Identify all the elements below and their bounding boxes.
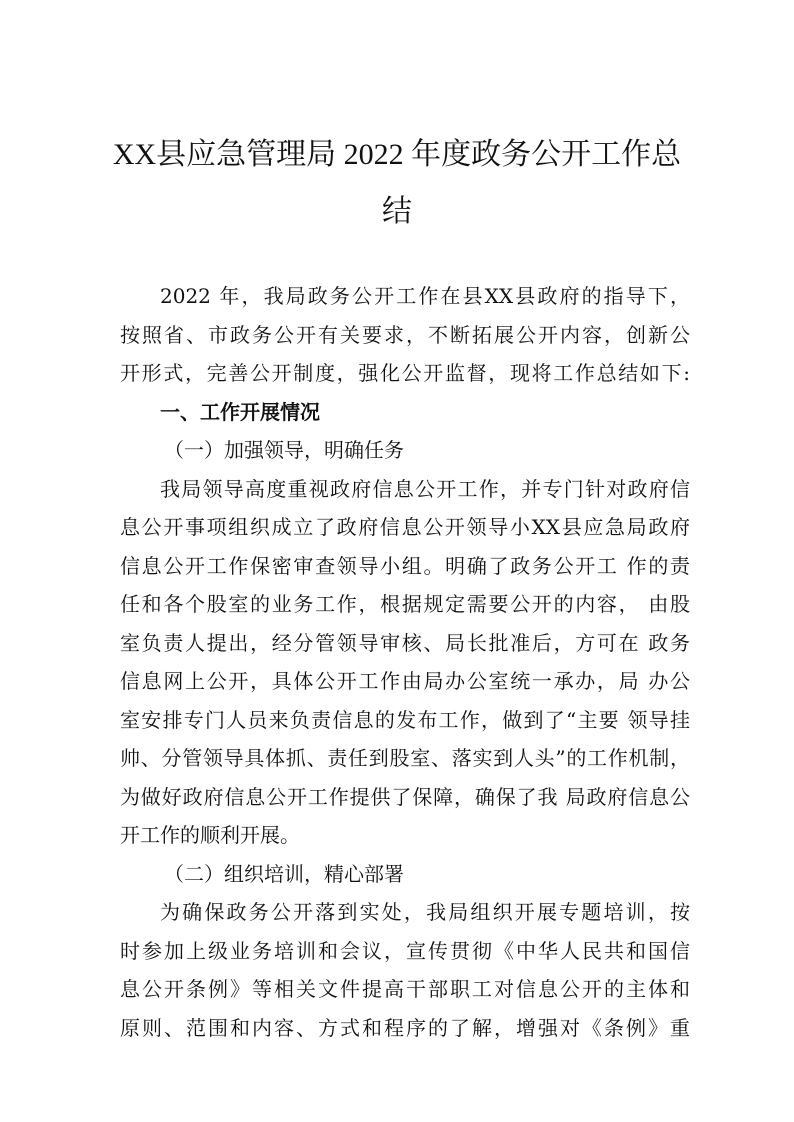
- section-heading: 一、工作开展情况: [160, 399, 320, 424]
- paragraph-line: 信息公开工作保密审查领导小组。明确了政务公开工 作的责: [120, 553, 690, 578]
- paragraph-line: 帅、分管领导具体抓、责任到股室、落实到人头”的工作机制，: [120, 746, 690, 770]
- document-body: [120, 277, 690, 1047]
- document-title-line-1: XX县应急管理局 2022 年度政务公开工作总: [112, 138, 682, 171]
- paragraph-line: 信息网上公开，具体公开工作由局办公室统一承办，局 办公: [120, 669, 690, 693]
- paragraph-line: 任和各个股室的业务工作，根据规定需要公开的内容， 由股: [120, 592, 690, 616]
- paragraph-line: 为做好政府信息公开工作提供了保障，确保了我 局政府信息公: [120, 784, 690, 809]
- subsection-heading: （二）组织培训，精心部署: [164, 861, 404, 886]
- paragraph-line: 原则、范围和内容、方式和程序的了解，增强对《条例》重: [120, 1015, 690, 1040]
- paragraph-line: 时参加上级业务培训和会议，宣传贯彻《中华人民共和国信: [120, 938, 690, 963]
- intro-line: 2022 年，我局政务公开工作在县XX县政府的指导下，: [160, 284, 690, 308]
- paragraph-line: 我局领导高度重视政府信息公开工作，并专门针对政府信: [160, 476, 690, 501]
- paragraph-line: 为确保政务公开落到实处，我局组织开展专题培训，按: [160, 900, 690, 924]
- paragraph-line: 室安排专门人员来负责信息的发布工作，做到了“主要 领导挂: [120, 707, 690, 732]
- subsection-heading: （一）加强领导，明确任务: [164, 438, 404, 462]
- document-title-line-2: 结: [382, 195, 412, 228]
- intro-line: 按照省、市政务公开有关要求，不断拓展公开内容，创新公: [120, 322, 690, 347]
- paragraph-line: 开工作的顺利开展。: [120, 823, 300, 847]
- paragraph-line: 息公开事项组织成立了政府信息公开领导小XX县应急局政府: [120, 515, 690, 539]
- paragraph-line: 息公开条例》等相关文件提高干部职工对信息公开的主体和: [120, 977, 690, 1001]
- intro-line: 开形式，完善公开制度，强化公开监督，现将工作总结如下:: [120, 361, 690, 385]
- paragraph-line: 室负责人提出，经分管领导审核、局长批准后，方可在 政务: [120, 630, 690, 655]
